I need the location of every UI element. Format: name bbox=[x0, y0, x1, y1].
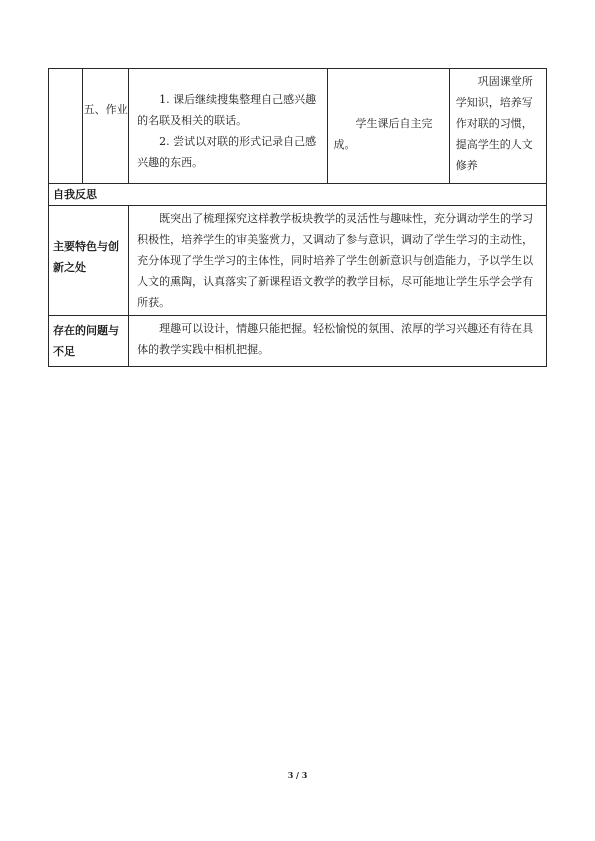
homework-row bbox=[49, 69, 547, 184]
features-label-cell bbox=[49, 206, 129, 316]
homework-item-1: 1. 课后继续搜集整理自己感兴趣的名联及相关的联话。 bbox=[137, 93, 317, 127]
problems-row bbox=[49, 316, 547, 367]
features-label: 主要特色与创新之处 bbox=[53, 240, 119, 274]
empty-stage-cell bbox=[49, 69, 83, 184]
features-text: 既突出了梳理探究这样教学板块教学的灵活性与趣味性，充分调动学生的学习积极性，培养学生的审美鉴赏力，又调动了参与意识，调动了学生学习的主动性，充分体现了学生学习的主体性，同时培养了学生创新意识与创造能力，予以学生以人文的熏陶，认真落实了新课程语文教学的教学目标，尽可能地让学生乐学会学有所获。 bbox=[137, 212, 534, 309]
teacher-activity-cell bbox=[129, 69, 327, 184]
page-number: 3 / 3 bbox=[287, 770, 308, 780]
features-body-cell bbox=[129, 206, 547, 316]
problems-body-cell bbox=[129, 316, 547, 367]
reflection-heading-cell bbox=[49, 184, 547, 206]
problems-text: 理趣可以设计，情趣只能把握。轻松愉悦的氛围、浓厚的学习兴趣还有待在具体的教学实践中相机把握。 bbox=[137, 322, 534, 356]
problems-label: 存在的问题与不足 bbox=[53, 324, 119, 358]
design-intent-cell bbox=[449, 69, 546, 184]
lesson-plan-table bbox=[48, 68, 547, 367]
design-intent-text: 巩固课堂所学知识，培养写作对联的习惯，提高学生的人文修养 bbox=[455, 75, 533, 172]
student-activity-cell bbox=[327, 69, 449, 184]
student-activity-text: 学生课后自主完成。 bbox=[333, 117, 433, 151]
features-row bbox=[49, 206, 547, 316]
problems-label-cell bbox=[49, 316, 129, 367]
homework-item-2: 2. 尝试以对联的形式记录自己感兴趣的东西。 bbox=[137, 135, 317, 169]
step-cell bbox=[83, 69, 129, 184]
reflection-heading: 自我反思 bbox=[53, 188, 97, 201]
step-label: 五、作业 bbox=[83, 103, 128, 116]
reflection-heading-row bbox=[49, 184, 547, 206]
